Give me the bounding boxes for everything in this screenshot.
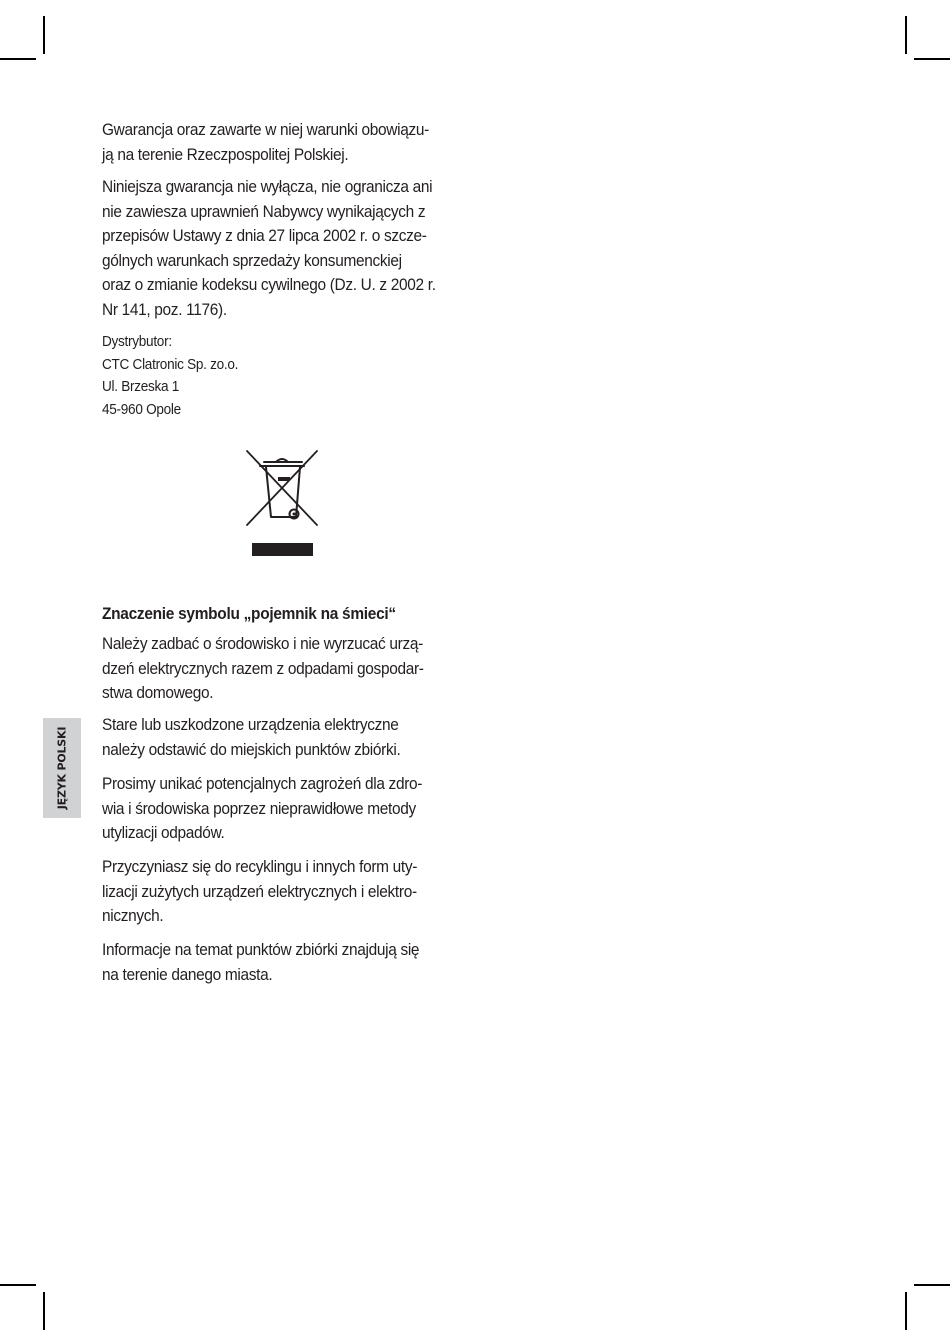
address-line: CTC Clatronic Sp. zo.o. <box>102 356 239 373</box>
text-line: Prosimy unikać potencjalnych zagrożeń dla zdro- <box>102 774 423 793</box>
language-tab <box>43 718 81 818</box>
text-line: przepisów Ustawy z dnia 27 lipca 2002 r. o szcze- <box>102 226 427 245</box>
address-line: 45-960 Opole <box>102 401 181 418</box>
text-line: Informacje na temat punktów zbiórki znajdują się <box>102 940 420 959</box>
text-line: Niniejsza gwarancja nie wyłącza, nie ogranicza ani <box>102 177 433 196</box>
text-line: na terenie danego miasta. <box>102 964 273 984</box>
text-line: gólnych warunkach sprzedaży konsumenckiej <box>102 250 402 270</box>
text-line: lizacji zużytych urządzeń elektrycznych i elektro- <box>102 881 417 901</box>
disposal-paragraph-1 <box>102 632 474 706</box>
disposal-paragraph-2 <box>102 713 474 762</box>
text-line: utylizacji odpadów. <box>102 823 225 842</box>
crop-mark <box>905 16 907 54</box>
crossed-out-wheelie-bin-icon <box>246 450 318 558</box>
text-line: wia i środowiska poprzez nieprawidłowe metody <box>102 798 416 818</box>
text-line: nicznych. <box>102 906 164 925</box>
text-line: Należy zadbać o środowisko i nie wyrzucać urzą- <box>102 634 423 653</box>
warranty-paragraph-2 <box>102 175 474 322</box>
text-line: Gwarancja oraz zawarte w niej warunki obowiązu- <box>102 120 429 139</box>
disposal-paragraph-3 <box>102 772 474 846</box>
section-heading: Znaczenie symbolu „pojemnik na śmieci“ <box>102 604 396 623</box>
distributor-address <box>102 331 238 421</box>
disposal-paragraph-4 <box>102 855 474 929</box>
text-line: Nr 141, poz. 1176). <box>102 299 227 319</box>
text-line: należy odstawić do miejskich punktów zbiórki. <box>102 739 401 759</box>
text-line: Przyczyniasz się do recyklingu i innych form uty- <box>102 857 418 876</box>
crop-mark <box>0 58 36 60</box>
text-line: ją na terenie Rzeczpospolitej Polskiej. <box>102 144 349 164</box>
address-line: Ul. Brzeska 1 <box>102 379 180 395</box>
crop-mark <box>914 58 950 60</box>
crop-mark <box>0 1284 36 1286</box>
text-line: dzeń elektrycznych razem z odpadami gospodar- <box>102 658 424 678</box>
text-line: Stare lub uszkodzone urządzenia elektryczne <box>102 715 399 734</box>
disposal-paragraph-5 <box>102 938 474 987</box>
text-line: nie zawiesza uprawnień Nabywcy wynikających z <box>102 201 426 221</box>
address-line: Dystrybutor: <box>102 334 172 350</box>
crop-mark <box>914 1284 950 1286</box>
crop-mark <box>43 16 45 54</box>
text-line: oraz o zmianie kodeksu cywilnego (Dz. U. z 2002 r. <box>102 275 436 294</box>
text-line: stwa domowego. <box>102 683 214 702</box>
crop-mark <box>905 1292 907 1330</box>
language-tab-label: JĘZYK POLSKI <box>55 726 69 810</box>
crop-mark <box>43 1292 45 1330</box>
warranty-paragraph-1 <box>102 118 474 167</box>
